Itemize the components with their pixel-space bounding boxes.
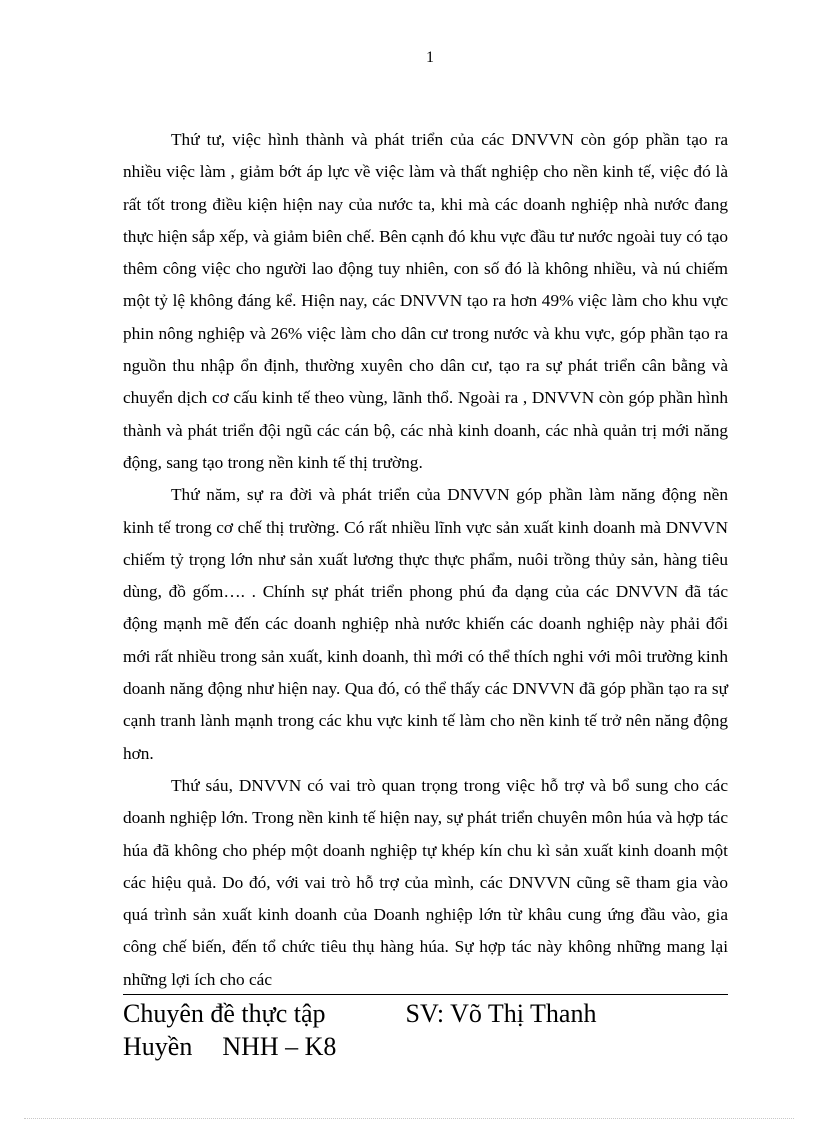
paragraph-sixth-point: Thứ sáu, DNVVN có vai trò quan trọng trong việc hỗ trợ và bổ sung cho các doanh nghiệp lớn. Trong nền kinh tế hiện nay, sự phát triển chuyên môn húa và hợp tác húa đã không cho phép một doanh nghiệp tự khép kín chu kì sản xuất kinh doanh một các hiệu quả. Do đó, với vai trò hỗ trợ của mình, các DNVVN cũng sẽ tham gia vào quá trình sản xuất kinh doanh của Doanh nghiệp lớn từ khâu cung ứng đầu vào, gia công chế biến, đến tổ chức tiêu thụ hàng húa. Sự hợp tác này không những mang lại những lợi ích cho các (123, 775, 728, 989)
footer-row-1 (123, 997, 728, 1030)
footer-student-name: Huyền (123, 1032, 193, 1061)
footer-row-2 (123, 1030, 728, 1063)
footer-student: SV: Võ Thị Thanh (405, 999, 597, 1028)
footer-class: NHH – K8 (222, 1032, 337, 1061)
paragraph-fourth-point: Thứ tư, việc hình thành và phát triển của các DNVVN còn góp phần tạo ra nhiều việc làm , giảm bớt áp lực về việc làm và thất nghiệp cho nền kinh tế, việc đó là rất tốt trong điều kiện hiện nay của nước ta, khi mà các doanh nghiệp nhà nước đang thực hiện sắp xếp, và giảm biên chế. Bên cạnh đó khu vực đầu tư nước ngoài tuy có tạo thêm công việc cho người lao động tuy nhiên, con số đó là không nhiều, và nú chiếm một tỷ lệ không đáng kể. Hiện nay, các DNVVN tạo ra hơn 49% việc làm cho khu vực phin nông nghiệp và 26% việc làm cho dân cư trong nước và khu vực, góp phần tạo ra nguồn thu nhập ổn định, thường xuyên cho dân cư, tạo ra sự phát triển cân bằng và chuyển dịch cơ cấu kinh tế theo vùng, lãnh thổ. Ngoài ra , DNVVN còn góp phần hình thành và phát triển đội ngũ các cán bộ, các nhà kinh doanh, các nhà quản trị mới năng động, sang tạo trong nền kinh tế thị trường. (123, 130, 728, 472)
page-footer (123, 997, 728, 1063)
page-number: 1 (426, 49, 434, 66)
paragraph-fifth-point: Thứ năm, sự ra đời và phát triển của DNVVN góp phần làm năng động nền kinh tế trong cơ chế thị trường. Có rất nhiều lĩnh vực sản xuất kinh doanh mà DNVVN chiếm tỷ trọng lớn như sản xuất lương thực thực phẩm, nuôi trồng thủy sản, hàng tiêu dùng, đồ gốm…. . Chính sự phát triển phong phú đa dạng của các DNVVN đã tác động mạnh mẽ đến các doanh nghiệp nhà nước khiến các doanh nghiệp này phải đổi mới rất nhiều trong sản xuất, kinh doanh, thì mới có thể thích nghi với môi trường kinh doanh năng động như hiện nay. Qua đó, có thể thấy các DNVVN đã góp phần tạo ra sự cạnh tranh lành mạnh trong các khu vực kinh tế làm cho nền kinh tế trở nên năng động hơn. (123, 485, 728, 763)
footer-divider (123, 994, 728, 995)
body-text (123, 124, 728, 996)
footer-topic: Chuyên đề thực tập (123, 999, 326, 1028)
page-bottom-border (24, 1118, 794, 1119)
